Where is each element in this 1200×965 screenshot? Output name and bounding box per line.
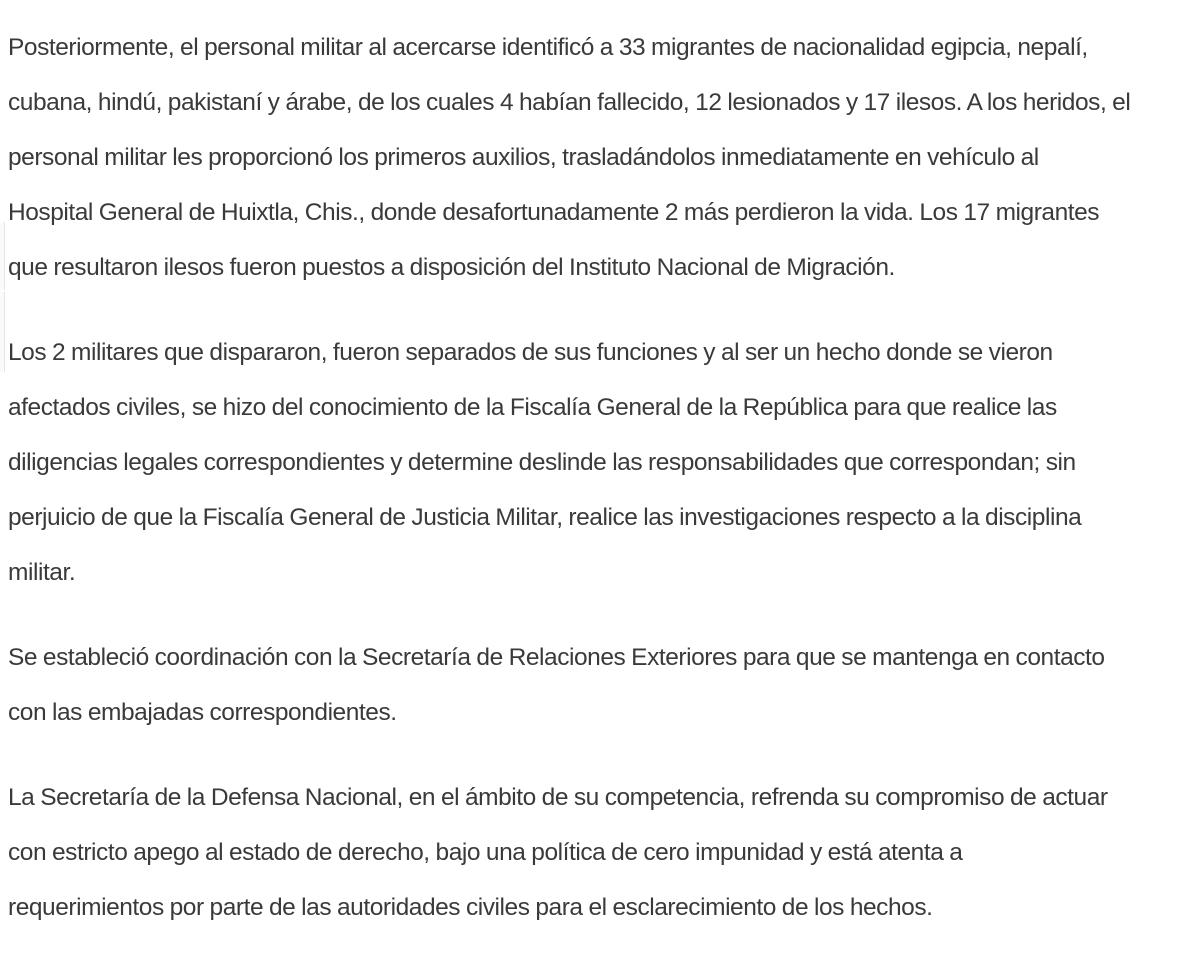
text-line: militar. [8, 559, 76, 586]
text-line: que resultaron ilesos fueron puestos a disposición del Instituto Nacional de Migración. [8, 254, 895, 281]
text-line: perjuicio de que la Fiscalía General de Justicia Militar, realice las investigaciones respecto a la disciplina [8, 504, 1082, 531]
text-line: con las embajadas correspondientes. [8, 699, 397, 726]
document-body [8, 20, 1200, 965]
text-line: cubana, hindú, pakistaní y árabe, de los cuales 4 habían fallecido, 12 lesionados y 17 ilesos. A los heridos, el [8, 89, 1131, 116]
text-line: requerimientos por parte de las autoridades civiles para el esclarecimiento de los hechos. [8, 894, 933, 921]
paragraph-3 [8, 630, 1200, 740]
text-line: Hospital General de Huixtla, Chis., donde desafortunadamente 2 más perdieron la vida. Los 17 migrantes [8, 199, 1100, 226]
paragraph-4 [8, 770, 1200, 935]
text-line: con estricto apego al estado de derecho, bajo una política de cero impunidad y está atenta a [8, 839, 963, 866]
left-edge-marker [0, 292, 5, 372]
text-line: diligencias legales correspondientes y determine deslinde las responsabilidades que correspondan; sin [8, 449, 1076, 476]
text-line: La Secretaría de la Defensa Nacional, en el ámbito de su competencia, refrenda su compromiso de actuar [8, 784, 1108, 811]
text-line: afectados civiles, se hizo del conocimiento de la Fiscalía General de la República para que realice las [8, 394, 1057, 421]
text-line: Se estableció coordinación con la Secretaría de Relaciones Exteriores para que se mantenga en contacto [8, 644, 1105, 671]
paragraph-1 [8, 20, 1200, 295]
left-edge-marker [0, 222, 5, 290]
text-line: Posteriormente, el personal militar al acercarse identificó a 33 migrantes de nacionalidad egipcia, nepalí, [8, 34, 1088, 61]
text-line: personal militar les proporcionó los primeros auxilios, trasladándolos inmediatamente en vehículo al [8, 144, 1039, 171]
text-line: Los 2 militares que dispararon, fueron separados de sus funciones y al ser un hecho donde se vieron [8, 339, 1053, 366]
paragraph-2 [8, 325, 1200, 600]
